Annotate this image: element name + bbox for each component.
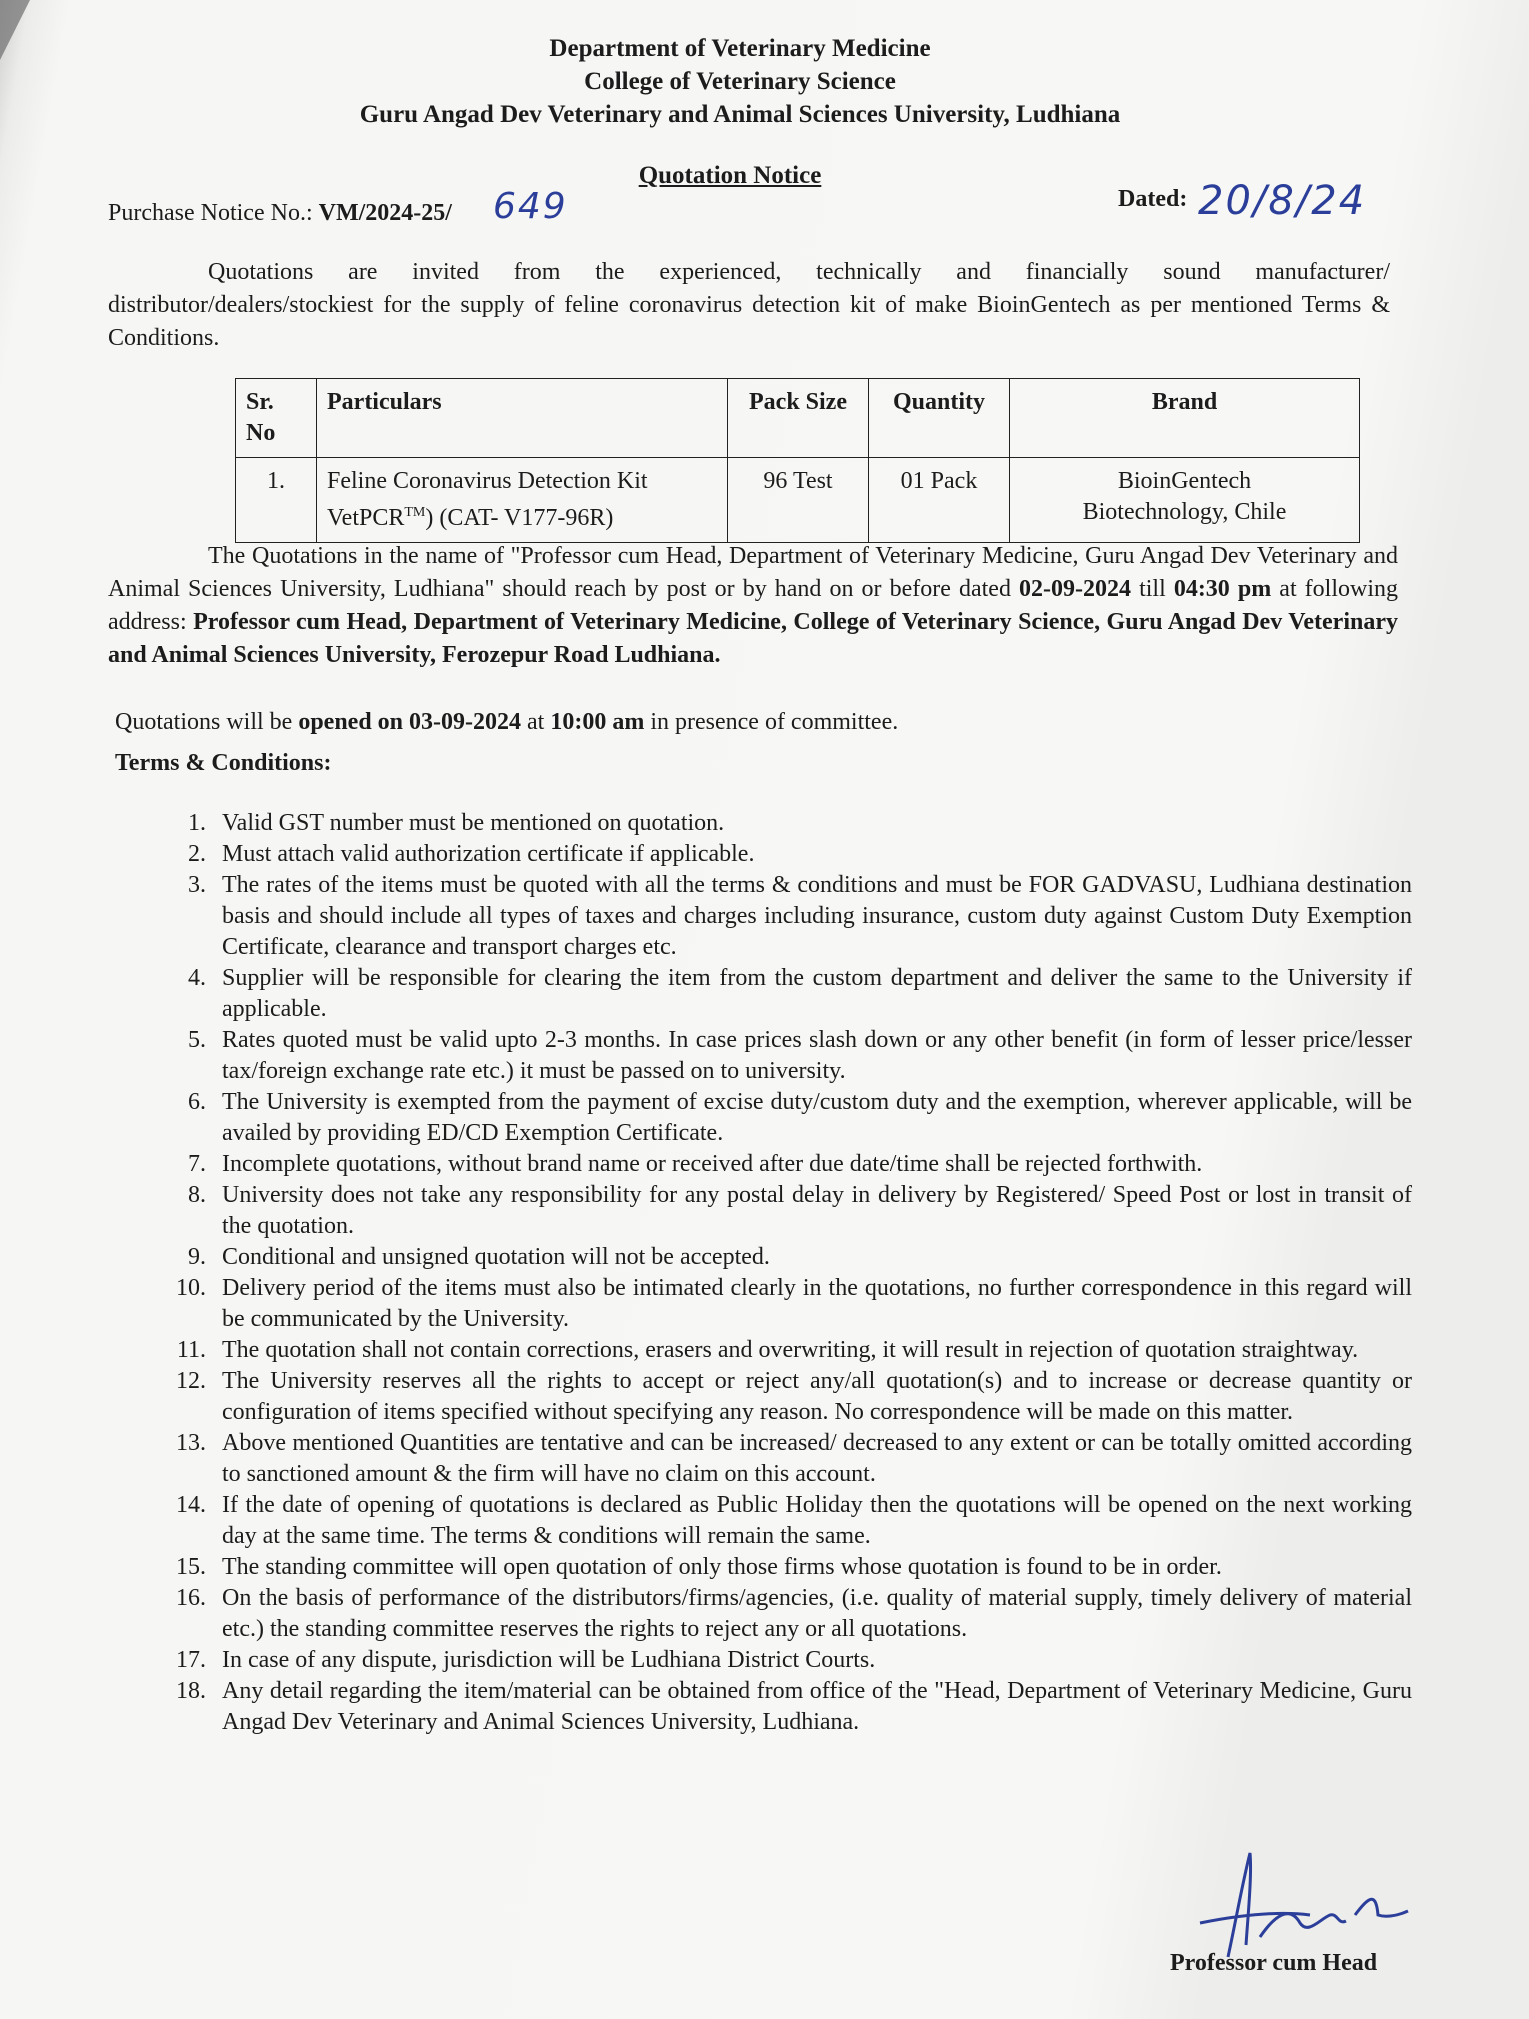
cell-sr: 1. (236, 458, 317, 543)
term-number: 5. (188, 1027, 206, 1053)
term-number: 7. (188, 1151, 206, 1177)
terms-title: Terms & Conditions: (115, 750, 332, 776)
opening-paragraph (115, 706, 1405, 739)
term-number: 13. (176, 1430, 206, 1456)
term-text: Incomplete quotations, without brand name or received after due date/time shall be rejected forthwith. (222, 1151, 1203, 1177)
term-text: Conditional and unsigned quotation will not be accepted. (222, 1244, 770, 1270)
term-number: 4. (188, 965, 206, 991)
term-text: Any detail regarding the item/material can be obtained from office of the "Head, Department of Veterinary Medicine, Guru Angad Dev Veterinary and Animal Sciences University, Ludhiana. (222, 1678, 1412, 1735)
purchase-notice-number (108, 200, 452, 227)
term-number: 11. (176, 1337, 206, 1363)
term-item (150, 1025, 1412, 1087)
term-item (150, 1087, 1412, 1149)
term-item (150, 1490, 1412, 1552)
opening-time: 10:00 am (550, 709, 645, 735)
particulars-line1: Feline Coronavirus Detection Kit (327, 468, 648, 494)
term-number: 8. (188, 1182, 206, 1208)
purchase-number: VM/2024-25/ (318, 200, 452, 226)
particulars-line2 (327, 497, 717, 534)
letterhead (260, 32, 1220, 131)
term-text: Delivery period of the items must also be intimated clearly in the quotations, no further correspondence in this regard will be communicated by the University. (222, 1275, 1412, 1332)
term-text: The University is exempted from the payment of excise duty/custom duty and the exemption, wherever applicable, will be availed by providing ED/CD Exemption Certificate. (222, 1089, 1412, 1146)
term-item (150, 808, 1412, 839)
term-item (150, 1242, 1412, 1273)
term-number: 18. (176, 1678, 206, 1704)
col-pack-size: Pack Size (728, 379, 869, 458)
term-number: 3. (188, 872, 206, 898)
university-name: Guru Angad Dev Veterinary and Animal Sciences University, Ludhiana (359, 101, 1121, 128)
purchase-handwritten-number: 649 (493, 186, 568, 227)
particulars-product: VetPCR (327, 505, 405, 531)
submission-paragraph (108, 540, 1398, 672)
term-item (150, 1273, 1412, 1335)
items-table (235, 378, 1360, 543)
term-item (150, 839, 1412, 870)
cell-quantity: 01 Pack (869, 458, 1010, 543)
college-name: College of Veterinary Science (584, 68, 896, 95)
term-item (150, 963, 1412, 1025)
term-number: 15. (176, 1554, 206, 1580)
opening-text-2: at (521, 709, 551, 735)
col-brand: Brand (1010, 379, 1360, 458)
term-text: Supplier will be responsible for clearing the item from the custom department and deliver the same to the University if applicable. (222, 965, 1412, 1022)
term-number: 6. (188, 1089, 206, 1115)
signatory-title: Professor cum Head (1170, 1950, 1378, 1976)
cell-brand (1010, 458, 1360, 543)
terms-list (150, 808, 1412, 1738)
term-item (150, 1645, 1412, 1676)
term-number: 14. (176, 1492, 206, 1518)
intro-text: Quotations are invited from the experienced, technically and financially sound manufacturer/ distributor/dealers/stockiest for the supply of feline coronavirus detection kit of make BioinGentech as per mentioned Terms & Conditions. (108, 259, 1390, 351)
cell-particulars (317, 458, 728, 543)
term-item (150, 1552, 1412, 1583)
brand-line1: BioinGentech (1117, 468, 1252, 494)
table-row (236, 458, 1360, 543)
term-item (150, 1180, 1412, 1242)
term-text: The standing committee will open quotation of only those firms whose quotation is found to be in order. (222, 1554, 1222, 1580)
term-text: The University reserves all the rights to accept or reject any/all quotation(s) and to increase or decrease quantity or configuration of items specified without specifying any reason. No correspondence will be made on this matter. (222, 1368, 1412, 1425)
term-text: The quotation shall not contain corrections, erasers and overwriting, it will result in rejection of quotation straightway. (222, 1337, 1359, 1363)
submission-date: 02-09-2024 (1019, 576, 1131, 602)
term-text: University does not take any responsibility for any postal delay in delivery by Registered/ Speed Post or lost in transit of the quotation. (222, 1182, 1412, 1239)
col-particulars: Particulars (317, 379, 728, 458)
term-item (150, 1366, 1412, 1428)
term-text: Must attach valid authorization certificate if applicable. (222, 841, 755, 867)
table-header-row (236, 379, 1360, 458)
opening-text-1: Quotations will be (115, 709, 299, 735)
notice-title: Quotation Notice (638, 162, 822, 189)
term-number: 2. (188, 841, 206, 867)
term-number: 1. (188, 810, 206, 836)
term-item (150, 1335, 1412, 1366)
term-text: Above mentioned Quantities are tentative and can be increased/ decreased to any extent or can be totally omitted according to sanctioned amount & the firm will have no claim on this account. (222, 1430, 1412, 1487)
term-item (150, 1583, 1412, 1645)
department-name: Department of Veterinary Medicine (549, 35, 931, 62)
submission-text-3: at following address: (108, 576, 1398, 635)
term-item (150, 1676, 1412, 1738)
submission-address: Professor cum Head, Department of Veterinary Medicine, College of Veterinary Science, Guru Angad Dev Veterinary and Animal Sciences University, Ferozepur Road Ludhiana. (108, 609, 1398, 668)
dated-handwritten: 20/8/24 (1198, 178, 1367, 224)
term-number: 17. (176, 1647, 206, 1673)
cell-pack-size: 96 Test (728, 458, 869, 543)
term-text: Valid GST number must be mentioned on quotation. (222, 810, 725, 836)
term-text: In case of any dispute, jurisdiction will be Ludhiana District Courts. (222, 1647, 876, 1673)
submission-text-1: The Quotations in the name of "Professor cum Head, Department of Veterinary Medicine, Guru Angad Dev Veterinary and Animal Sciences University, Ludhiana" should reach by post or by hand on or before dated (108, 543, 1398, 602)
term-text: The rates of the items must be quoted with all the terms & conditions and must be FOR GADVASU, Ludhiana destination basis and should include all types of taxes and charges including insurance, custom duty against Custom Duty Exemption Certificate, clearance and transport charges etc. (222, 872, 1412, 960)
dated-label: Dated: (1118, 186, 1188, 212)
term-text: If the date of opening of quotations is declared as Public Holiday then the quotations will be opened on the next working day at the same time. The terms & conditions will remain the same. (222, 1492, 1412, 1549)
term-number: 10. (176, 1275, 206, 1301)
signature-image (1180, 1845, 1420, 1965)
intro-paragraph (108, 256, 1390, 355)
opening-text-3: in presence of committee. (644, 709, 899, 735)
term-text: Rates quoted must be valid upto 2-3 months. In case prices slash down or any other benefit (in form of lesser price/lesser tax/foreign exchange rate etc.) it must be passed on to university. (222, 1027, 1412, 1084)
submission-text-2: till (1131, 576, 1174, 602)
trademark: TM (404, 505, 426, 520)
col-quantity: Quantity (869, 379, 1010, 458)
term-number: 16. (176, 1585, 206, 1611)
brand-line2: Biotechnology, Chile (1082, 499, 1287, 525)
col-sr-no: Sr. No (236, 379, 317, 458)
term-item (150, 1149, 1412, 1180)
term-item (150, 870, 1412, 963)
term-item (150, 1428, 1412, 1490)
term-text: On the basis of performance of the distributors/firms/agencies, (i.e. quality of material supply, timely delivery of material etc.) the standing committee reserves the rights to reject any or all quotations. (222, 1585, 1412, 1642)
opening-date: opened on 03-09-2024 (298, 709, 522, 735)
submission-time: 04:30 pm (1173, 576, 1272, 602)
particulars-cat: ) (CAT- V177-96R) (425, 505, 614, 531)
scan-corner-shadow (0, 0, 30, 60)
purchase-label: Purchase Notice No.: (108, 200, 319, 226)
term-number: 9. (188, 1244, 206, 1270)
term-number: 12. (176, 1368, 206, 1394)
